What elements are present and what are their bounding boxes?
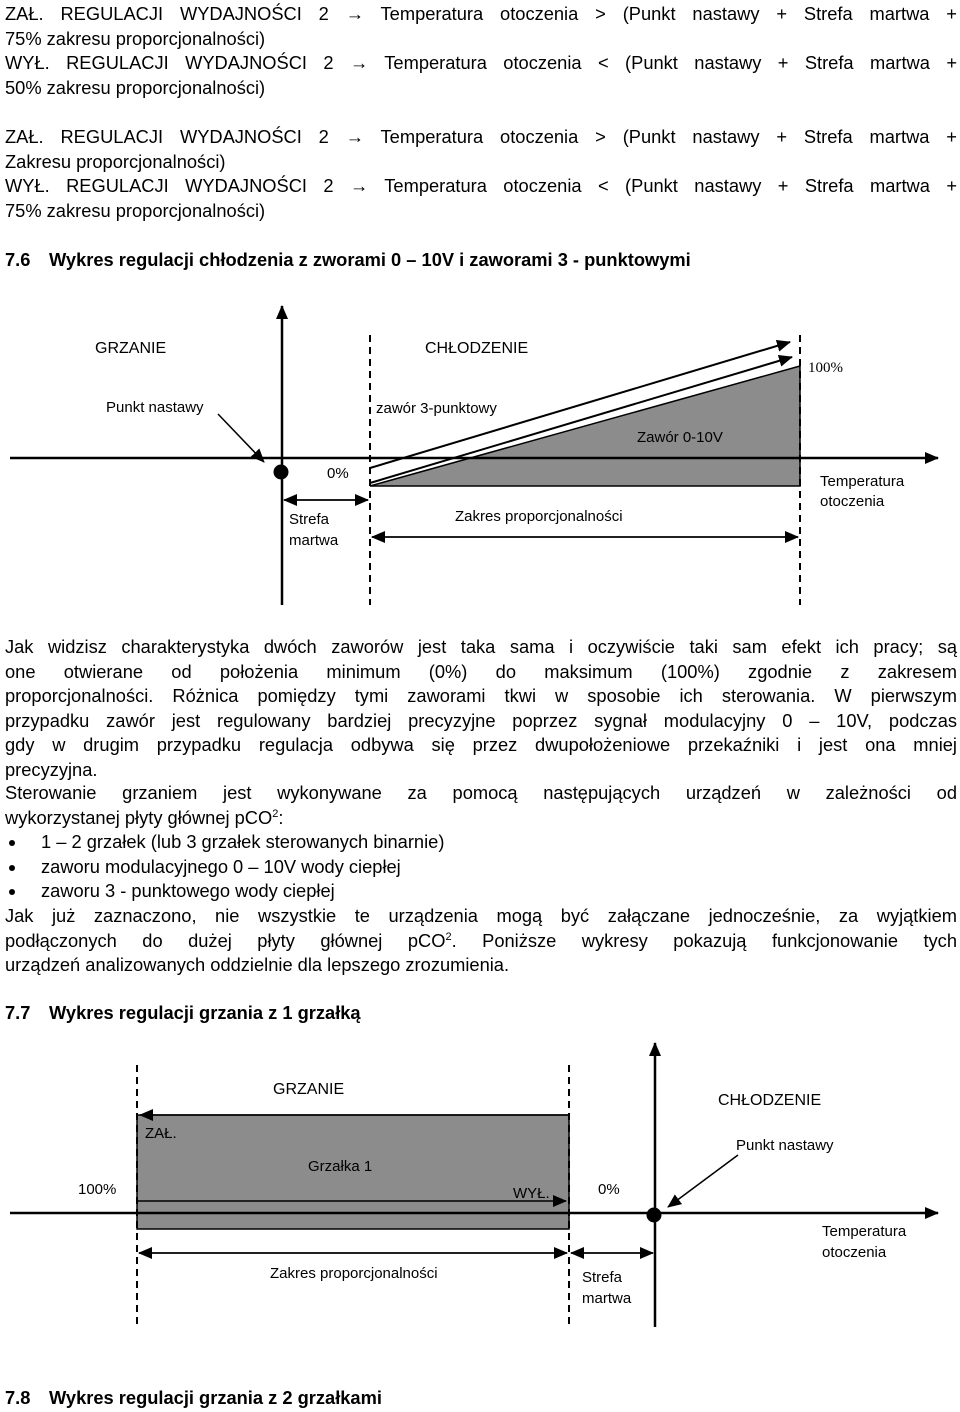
- intro-line: 50% zakresu proporcjonalności): [5, 76, 266, 98]
- list-item-text: zaworu modulacyjnego 0 – 10V wody ciepłej: [41, 855, 401, 877]
- text-line: przypadku zawór jest regulowany bardziej precyzyjne poprzez sygnał modulacyjny 0 – 10V, podczas: [5, 709, 957, 731]
- superscript: 2: [272, 807, 279, 820]
- list-item: [5, 855, 957, 880]
- range-label: Zakres proporcjonalności: [270, 1265, 438, 1282]
- superscript: 2: [445, 930, 452, 943]
- text-line: urządzeń analizowanych oddzielnie dla lepszego zrozumienia.: [5, 954, 510, 975]
- text-line: gdy w drugim przypadku regulacja odbywa się przez dwupołożeniowe przekaźniki i jest ona mniej: [5, 734, 957, 755]
- heating-label: GRZANIE: [273, 1081, 345, 1098]
- cooling-label: CHŁODZENIE: [718, 1092, 822, 1109]
- setpoint-pointer: [668, 1155, 738, 1207]
- temperature-label: Temperatura: [820, 473, 905, 490]
- section-title: Wykres regulacji grzania z 1 grzałką: [49, 1002, 361, 1023]
- text-fragment: :: [278, 806, 284, 828]
- paragraph-3: [5, 904, 957, 978]
- percent-100-label: 100%: [78, 1181, 117, 1198]
- percent-100-label: 100%: [808, 360, 843, 376]
- on-label: ZAŁ.: [145, 1125, 177, 1142]
- paragraph-1: [5, 635, 957, 782]
- list-item: [5, 879, 957, 904]
- temperature-label: otoczenia: [820, 493, 885, 510]
- setpoint-pointer: [218, 414, 264, 462]
- intro-line: WYŁ. REGULACJI WYDAJNOŚCI 2 → Temperatura otoczenia < (Punkt nastawy + Strefa martwa +: [5, 52, 957, 73]
- section-heading-7-8: [5, 1386, 382, 1410]
- bullet-icon: [9, 889, 15, 895]
- text-line: Sterowanie grzaniem jest wykonywane za pomocą następujących urządzeń w zależności od: [5, 782, 957, 803]
- deadzone-label: martwa: [582, 1290, 632, 1307]
- deadzone-label: Strefa: [582, 1269, 623, 1286]
- temperature-label: otoczenia: [822, 1244, 887, 1261]
- text-line: one otwierane od położenia minimum (0%) do maksimum (100%) zgodnie z zakresem: [5, 660, 957, 682]
- intro-line: 75% zakresu proporcjonalności): [5, 199, 266, 221]
- temperature-label: Temperatura: [822, 1223, 907, 1240]
- section-number: 7.8: [5, 1387, 31, 1408]
- device-list: [5, 830, 957, 904]
- range-label: Zakres proporcjonalności: [455, 508, 623, 525]
- paragraph-2: [5, 781, 957, 830]
- setpoint-dot: [274, 465, 289, 480]
- list-item-text: 1 – 2 grzałek (lub 3 grzałek sterowanych binarnie): [41, 831, 445, 852]
- heating-control-diagram: [0, 1035, 960, 1335]
- intro-line: ZAŁ. REGULACJI WYDAJNOŚCI 2 → Temperatura otoczenia > (Punkt nastawy + Strefa martwa +: [5, 3, 957, 24]
- text-line: precyzyjna.: [5, 758, 98, 780]
- section-title: Wykres regulacji grzania z 2 grzałkami: [49, 1387, 382, 1408]
- intro-line: Zakresu proporcjonalności): [5, 150, 226, 172]
- off-label: WYŁ.: [513, 1185, 550, 1202]
- intro-line: 75% zakresu proporcjonalności): [5, 27, 266, 49]
- intro-line: ZAŁ. REGULACJI WYDAJNOŚCI 2 → Temperatura otoczenia > (Punkt nastawy + Strefa martwa +: [5, 126, 957, 147]
- heater-label: Grzałka 1: [308, 1158, 373, 1175]
- bullet-icon: [9, 865, 15, 871]
- intro-line: WYŁ. REGULACJI WYDAJNOŚCI 2 → Temperatura otoczenia < (Punkt nastawy + Strefa martwa +: [5, 175, 957, 196]
- setpoint-label: Punkt nastawy: [736, 1137, 834, 1154]
- list-item: [5, 830, 957, 855]
- intro-block-1: [5, 2, 957, 100]
- section-heading-7-6: [5, 248, 691, 272]
- text-line: proporcjonalności. Różnica pomiędzy tymi zaworami tkwi w sposobie ich sterowania. W pierwszym: [5, 685, 957, 706]
- valve-0-10v-area: [370, 366, 800, 486]
- setpoint-label: Punkt nastawy: [106, 399, 204, 416]
- bullet-icon: [9, 840, 15, 846]
- list-item-text: zaworu 3 - punktowego wody ciepłej: [41, 880, 335, 901]
- text-fragment: . Poniższe wykresy pokazują funkcjonowanie tych: [451, 929, 957, 951]
- cooling-control-diagram: [0, 290, 960, 615]
- heating-label: GRZANIE: [95, 340, 167, 357]
- percent-0-label: 0%: [327, 465, 349, 482]
- setpoint-dot: [647, 1208, 662, 1223]
- text-line: Jak widzisz charakterystyka dwóch zaworów jest taka sama i oczywiście taki sam efekt ich pracy; są: [5, 636, 957, 657]
- section-number: 7.7: [5, 1002, 31, 1023]
- section-number: 7.6: [5, 249, 31, 270]
- section-heading-7-7: [5, 1001, 361, 1025]
- text-fragment: podłączonych do dużej płyty głównej pCO: [5, 929, 446, 951]
- cooling-label: CHŁODZENIE: [425, 340, 529, 357]
- text-line: [5, 806, 957, 831]
- text-fragment: wykorzystanej płyty głównej pCO: [5, 806, 273, 828]
- text-line: Jak już zaznaczono, nie wszystkie te urządzenia mogą być załączane jednocześnie, za wyjątkiem: [5, 905, 957, 926]
- deadzone-label: Strefa: [289, 511, 330, 528]
- intro-block-2: [5, 125, 957, 223]
- deadzone-label: martwa: [289, 532, 339, 549]
- section-title: Wykres regulacji chłodzenia z zworami 0 – 10V i zaworami 3 - punktowymi: [49, 249, 691, 270]
- valve-3-point-label: zawór 3-punktowy: [376, 400, 497, 417]
- text-line: [5, 929, 957, 954]
- valve-0-10v-label: Zawór 0-10V: [637, 429, 723, 446]
- percent-0-label: 0%: [598, 1181, 620, 1198]
